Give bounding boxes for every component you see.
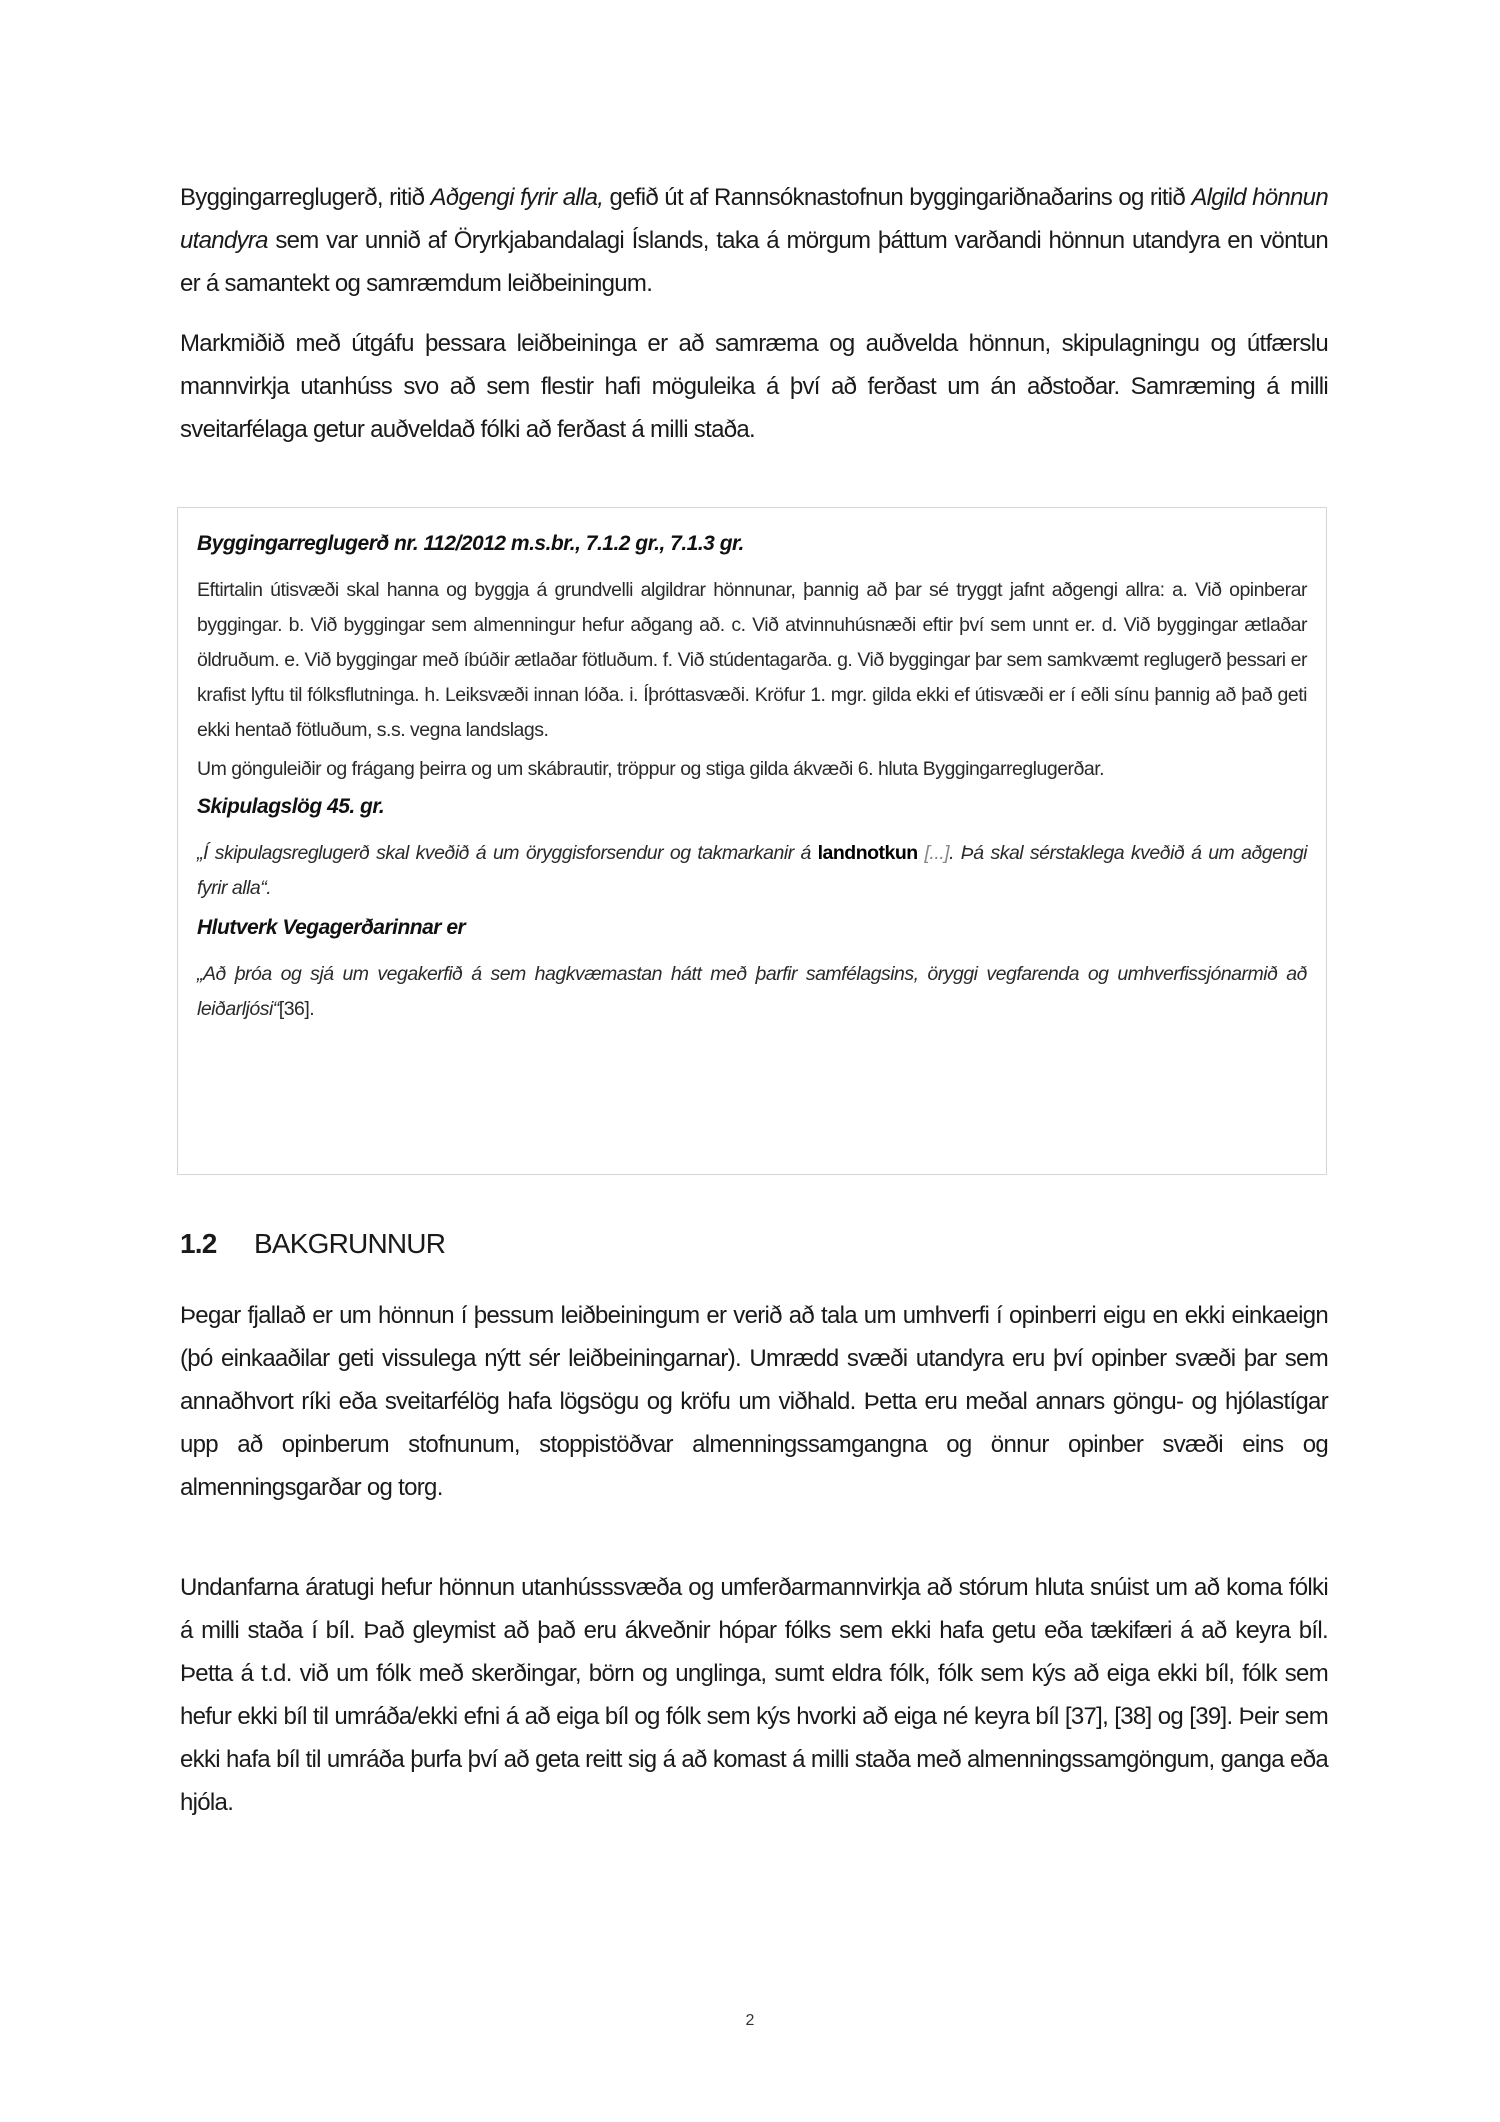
box-heading-planning-act: Skipulagslög 45. gr. [197, 795, 385, 818]
text: . Þá skal sérstaklega kveðið á um aðgengi fyrir alla“. [197, 842, 1307, 899]
box-text: Eftirtalin útisvæði skal hanna og byggja á grundvelli algildrar hönnunar, þannig að þar sé tryggt jafnt aðgengi allra: a. Við opinberar byggingar. b. Við byggingar sem almenningur hefur aðgang að. c. Við atvinnuhúsnæði eftir því sem unnt er. d. Við byggingar ætlaðar öldruðum. e. Við byggingar með íbúðir ætlaðar fötluðum. f. Við stúdentagarða. g. Við byggingar þar sem samkvæmt reglugerð þessari er krafist lyftu til fólksflutninga. h. Leiksvæði innan lóða. i. Íþróttasvæði. Kröfur 1. mgr. gilda ekki ef útisvæði er í eðli sínu þannig að það geti ekki hentað fötluðum, s.s. vegna landslags. [197, 579, 1307, 741]
citation: [36]. [278, 998, 315, 1020]
box-heading-building-regulation: Byggingarreglugerð nr. 112/2012 m.s.br., 7.1.2 gr., 7.1.3 gr. [197, 532, 744, 555]
intro-paragraph-1 [180, 176, 1328, 305]
text: sem var unnið af Öryrkjabandalagi Íslands, taka á mörgum þáttum varðandi hönnun utandyra en vöntun er á samantekt og samræmdum leiðbeiningum. [180, 227, 1328, 297]
section-paragraph-1: Þegar fjallað er um hönnun í þessum leiðbeiningum er verið að tala um umhverfi í opinberri eigu en ekki einkaeign (þó einkaaðilar geti vissulega nýtt sér leiðbeiningarnar). Umrædd svæði utandyra eru því opinber svæði þar sem annaðhvort ríki eða sveitarfélög hafa lögsögu og kröfu um viðhald. Þetta eru meðal annars göngu- og hjólastígar upp að opinberum stofnunum, stoppistöðvar almenningssamgangna og önnur opinber svæði eins og almenningsgarðar og torg. [180, 1302, 1328, 1501]
section-number: 1.2 [180, 1228, 217, 1259]
text: gefið út af Rannsóknastofnun byggingariðnaðarins og ritið [603, 184, 1192, 211]
regulation-box [177, 507, 1327, 1175]
box-quote [197, 957, 1307, 1027]
intro-paragraph-2: Markmiðið með útgáfu þessara leiðbeininga er að samræma og auðvelda hönnun, skipulagningu og útfærslu mannvirkja utanhúss svo að sem flestir hafi möguleika á því að ferðast um án aðstoðar. Samræming á milli sveitarfélaga getur auðveldað fólki að ferðast á milli staða. [180, 330, 1328, 443]
box-quote [197, 836, 1307, 906]
text: „Í skipulagsreglugerð skal kveðið á um öryggisforsendur og takmarkanir á [197, 842, 818, 864]
text: „Að þróa og sjá um vegakerfið á sem hagkvæmastan hátt með þarfir samfélagsins, öryggi vegfarenda og umhverfissjónarmið að leiðarljósi“ [197, 963, 1307, 1020]
box-heading-road-admin: Hlutverk Vegagerðarinnar er [197, 916, 466, 939]
section-paragraph-2: Undanfarna áratugi hefur hönnun utanhússsvæða og umferðarmannvirkja að stórum hluta snúist um að koma fólki á milli staða í bíl. Það gleymist að það eru ákveðnir hópar fólks sem ekki hafa getu eða tækifæri á að keyra bíl. Þetta á t.d. við um fólk með skerðingar, börn og unglinga, sumt eldra fólk, fólk sem kýs að eiga ekki bíl, fólk sem hefur ekki bíl til umráða/ekki efni á að eiga bíl og fólk sem kýs hvorki að eiga né keyra bíl [37], [38] og [39]. Þeir sem ekki hafa bíl til umráða þurfa því að geta reitt sig á að komast á milli staða með almenningssamgöngum, ganga eða hjóla. [180, 1574, 1328, 1816]
text: Byggingarreglugerð, ritið [180, 184, 431, 211]
title-italic: Algild hönnun utandyra [180, 184, 1328, 254]
box-text: Um gönguleiðir og frágang þeirra og um skábrautir, tröppur og stiga gilda ákvæði 6. hluta Byggingarreglugerðar. [197, 758, 1105, 780]
page-number: 2 [745, 2012, 755, 2029]
text-bold: landnotkun [817, 842, 918, 864]
title-italic: Aðgengi fyrir alla, [430, 184, 604, 211]
text-grey: [...] [917, 842, 950, 864]
section-heading [180, 1228, 445, 1260]
section-title: BAKGRUNNUR [254, 1228, 446, 1259]
